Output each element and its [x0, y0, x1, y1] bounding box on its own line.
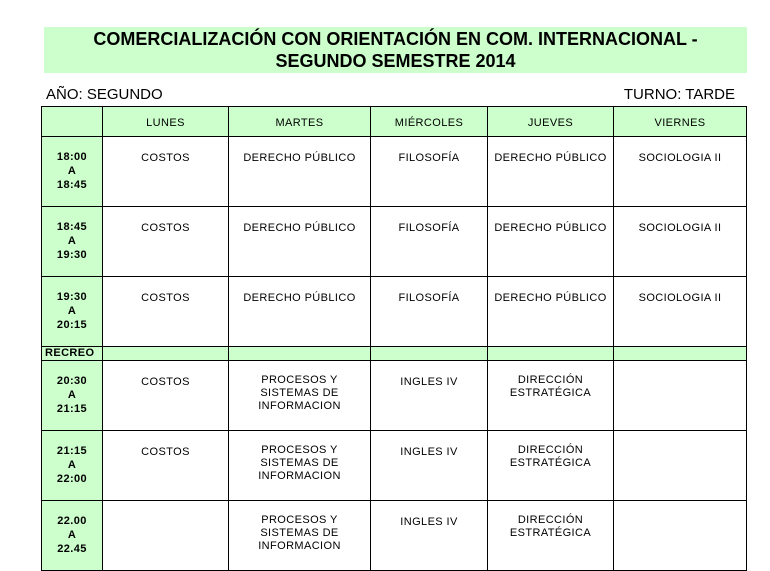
subject-cell-viernes: [614, 207, 747, 277]
break-row: [42, 347, 747, 361]
table-row: [42, 431, 747, 501]
subject-name: SISTEMAS DE: [260, 527, 339, 539]
subject-name: DERECHO PÚBLICO: [494, 292, 607, 304]
title-line-2: SEGUNDO SEMESTRE 2014: [275, 51, 516, 71]
subject-name: DIRECCIÓN: [517, 444, 584, 456]
subject-name: SOCIOLOGIA II: [638, 222, 722, 234]
subject-cell-viernes: [614, 361, 747, 431]
subject-cell-martes: [229, 361, 371, 431]
table-row: [42, 137, 747, 207]
subject-cell-lunes: [103, 277, 229, 347]
subject-name: DERECHO PÚBLICO: [243, 222, 356, 234]
subject-name: INGLES IV: [400, 516, 458, 528]
table-row: [42, 277, 747, 347]
subject-cell-lunes: [103, 137, 229, 207]
break-cell: [229, 347, 371, 361]
time-slot-line: A: [67, 389, 77, 401]
subject-cell-miercoles: [371, 501, 488, 571]
time-slot: [42, 361, 103, 431]
day-header-viernes: VIERNES: [614, 107, 747, 137]
table-row: [42, 501, 747, 571]
subject-name: SISTEMAS DE: [260, 387, 339, 399]
title-line-1: COMERCIALIZACIÓN CON ORIENTACIÓN EN COM. INTERNACIONAL -: [93, 29, 698, 49]
subject-name: DIRECCIÓN: [517, 514, 584, 526]
page-title: [44, 27, 747, 73]
subject-cell-viernes: [614, 137, 747, 207]
subject-name: DERECHO PÚBLICO: [243, 292, 356, 304]
subject-cell-jueves: [488, 207, 614, 277]
break-cell: [488, 347, 614, 361]
subject-cell-jueves: [488, 501, 614, 571]
time-slot: [42, 207, 103, 277]
time-slot-line: A: [67, 529, 77, 541]
subject-cell-martes: [229, 501, 371, 571]
time-slot-line: 21:15: [56, 403, 88, 415]
subject-name: DERECHO PÚBLICO: [494, 222, 607, 234]
subject-name: INGLES IV: [400, 376, 458, 388]
time-slot: [42, 277, 103, 347]
subject-cell-miercoles: [371, 137, 488, 207]
subject-cell-martes: [229, 137, 371, 207]
subject-name: INFORMACION: [258, 470, 341, 482]
time-slot-line: A: [67, 235, 77, 247]
day-header-lunes: LUNES: [103, 107, 229, 137]
header-corner: [42, 107, 103, 137]
subject-name: INFORMACION: [258, 400, 341, 412]
time-slot-line: 18:00: [56, 151, 88, 163]
subject-name: FILOSOFÍA: [398, 152, 460, 164]
time-slot-line: 22.45: [57, 543, 87, 555]
subject-name: INFORMACION: [258, 540, 341, 552]
subject-name: SOCIOLOGIA II: [638, 292, 722, 304]
time-slot: [42, 431, 103, 501]
subject-name: COSTOS: [141, 222, 190, 234]
time-slot-line: 21:15: [56, 445, 88, 457]
time-slot-line: 19:30: [56, 249, 88, 261]
subject-cell-martes: [229, 207, 371, 277]
subject-cell-jueves: [488, 137, 614, 207]
subject-cell-miercoles: [371, 207, 488, 277]
break-cell: [614, 347, 747, 361]
day-header-jueves: JUEVES: [488, 107, 614, 137]
subject-name: COSTOS: [141, 152, 190, 164]
subject-name: COSTOS: [141, 376, 190, 388]
subject-name: DERECHO PÚBLICO: [243, 152, 356, 164]
subject-cell-martes: [229, 431, 371, 501]
subject-cell-viernes: [614, 277, 747, 347]
subject-name: PROCESOS Y: [261, 374, 338, 386]
time-slot-line: 20:30: [56, 375, 88, 387]
schedule-body: [42, 137, 747, 571]
break-cell: [371, 347, 488, 361]
subject-name: PROCESOS Y: [261, 514, 338, 526]
time-slot-line: A: [67, 165, 77, 177]
table-row: [42, 361, 747, 431]
subject-cell-lunes: [103, 431, 229, 501]
subject-cell-jueves: [488, 431, 614, 501]
subject-name: PROCESOS Y: [261, 444, 338, 456]
subject-cell-miercoles: [371, 277, 488, 347]
subject-name: COSTOS: [141, 292, 190, 304]
day-header-martes: MARTES: [229, 107, 371, 137]
time-slot-line: 22:00: [56, 473, 88, 485]
subject-cell-viernes: [614, 431, 747, 501]
subject-cell-miercoles: [371, 431, 488, 501]
time-slot-line: 19:30: [56, 291, 88, 303]
subject-cell-martes: [229, 277, 371, 347]
time-slot: [42, 137, 103, 207]
subject-cell-jueves: [488, 277, 614, 347]
subject-name: SOCIOLOGIA II: [638, 152, 722, 164]
time-slot: [42, 501, 103, 571]
time-slot-line: 20:15: [56, 319, 88, 331]
break-label: RECREO: [42, 347, 103, 361]
time-slot-line: 18:45: [56, 221, 88, 233]
day-header-miercoles: MIÉRCOLES: [371, 107, 488, 137]
subject-name: ESTRATÉGICA: [509, 387, 592, 399]
subject-name: INGLES IV: [400, 446, 458, 458]
subject-name: ESTRATÉGICA: [509, 527, 592, 539]
subject-cell-lunes: [103, 361, 229, 431]
subject-cell-lunes: [103, 207, 229, 277]
table-row: [42, 207, 747, 277]
subject-cell-lunes: [103, 501, 229, 571]
subject-name: COSTOS: [141, 446, 190, 458]
time-slot-line: 18:45: [56, 179, 88, 191]
time-slot-line: A: [67, 305, 77, 317]
time-slot-line: A: [67, 459, 77, 471]
subject-cell-miercoles: [371, 361, 488, 431]
subject-name: DERECHO PÚBLICO: [494, 152, 607, 164]
time-slot-line: 22.00: [57, 515, 87, 527]
subject-name: DIRECCIÓN: [517, 374, 584, 386]
year-label: AÑO: SEGUNDO: [46, 86, 163, 103]
break-cell: [103, 347, 229, 361]
header-row: [42, 107, 747, 137]
subject-name: FILOSOFÍA: [398, 292, 460, 304]
shift-label: TURNO: TARDE: [623, 86, 735, 103]
subject-cell-jueves: [488, 361, 614, 431]
subject-name: FILOSOFÍA: [398, 222, 460, 234]
subject-name: ESTRATÉGICA: [509, 457, 592, 469]
subject-name: SISTEMAS DE: [260, 457, 339, 469]
subject-cell-viernes: [614, 501, 747, 571]
schedule-table: [41, 106, 747, 571]
